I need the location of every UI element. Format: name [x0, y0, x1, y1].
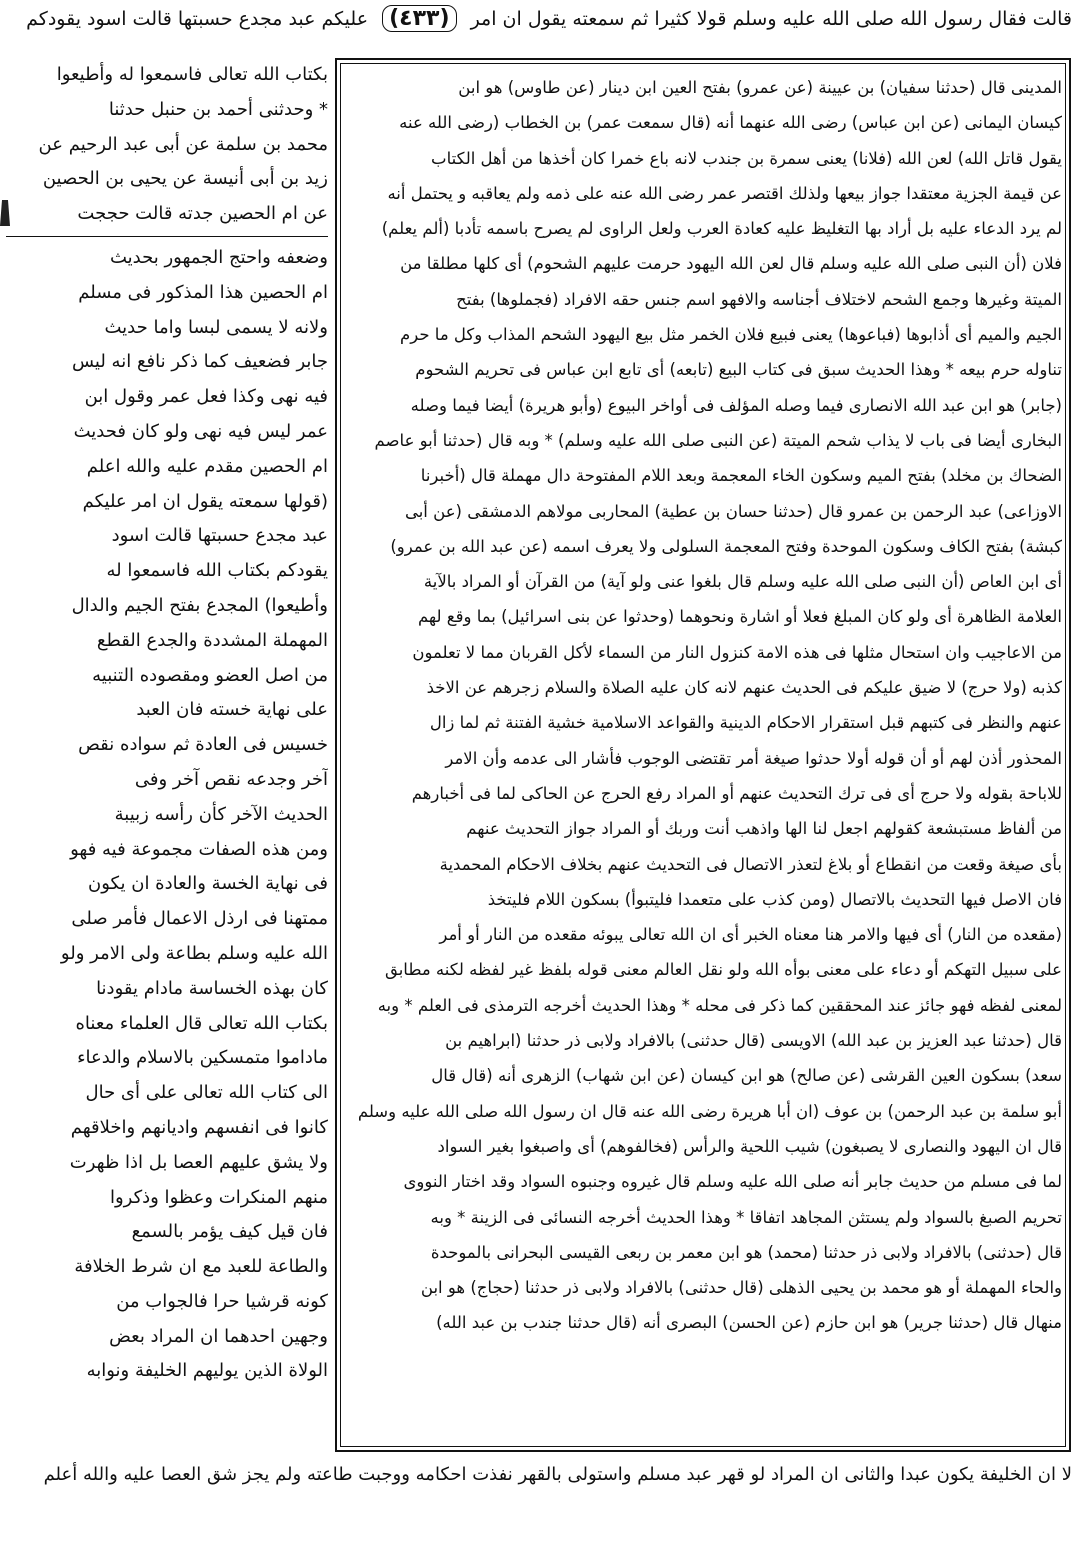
page-number: (٤٣٣)	[382, 5, 456, 32]
side-text-line: آخر وجدعه نقص آخر وفى	[134, 768, 328, 790]
side-text-line: ماداموا متمسكين بالاسلام والدعاء	[77, 1047, 328, 1069]
side-text-line: وجهين احدهما ان المراد بعض	[109, 1325, 328, 1347]
side-text-line: الولاة الذين يوليهم الخليفة ونوابه	[86, 1360, 328, 1382]
side-text-line: ومن هذه الصفات مجموعة فيه فهو	[70, 838, 328, 860]
side-text-line: فيه نهى وكذا فعل عمر وقول ابن	[84, 386, 328, 408]
side-text-line: الله عليه وسلم بطاعة ولى الامر ولو	[60, 942, 328, 964]
side-text-line: ام الحصين مقدم عليه والله اعلم	[86, 455, 328, 477]
main-text-line: (مقعده من النار) أى فيها والامر هنا معناه الخبر أى ان الله تعالى يبوئه مقعده من النار أو أمر	[439, 925, 1062, 945]
side-text-line: فان قيل كيف يؤمر بالسمع	[131, 1221, 328, 1243]
main-text-line: من ألفاظ مستبشعة كقولهم اجعل لنا الها واذهب أنت وربك أو المراد جواز التحديث عنهم	[466, 819, 1062, 839]
main-text-line: الضحاك بن مخلد) بفتح الميم وسكون الخاء المعجمة وبعد اللام المفتوحة دال مهملة قال (أخبرنا	[420, 466, 1062, 486]
main-text-line: تحريم الصبغ بالسواد ولم يستثن المجاهد اتفاقا * وهذا الحديث أخرجه النسائى فى الزينة * وبه	[430, 1207, 1062, 1227]
side-text-line: ام الحصين هذا المذكور فى مسلم	[78, 281, 328, 303]
main-text-line: (جابر) هو ابن عبد الله الانصارى فيما وصله المؤلف فى أواخر البيوع (وأبو هريرة) أيضا فيما وصله	[410, 395, 1062, 415]
side-text-line: عن ام الحصين جدته قالت حججت	[77, 203, 328, 225]
main-text-line: الاوزاعى) عبد الرحمن بن عمرو قال (حدثنا حسان بن عطية) المحاربى مولاهم الدمشقى (عن أبى	[404, 501, 1062, 521]
side-text-line: كان بهذه الخساسة مادام يقودنا	[96, 977, 328, 999]
header-text-left: عليكم عبد مجدع حسبتها قالت اسود يقودكم	[26, 8, 369, 30]
side-text-line: يقودكم بكتاب الله فاسمعوا له	[106, 560, 328, 582]
main-text-line: المدينى قال (حدثنا سفيان) بن عيينة (عن عمرو) بفتح العين ابن دينار (عن طاوس) هو ابن	[458, 78, 1062, 97]
main-text-line: عن قيمة الجزية معتقدا جواز بيعها ولذلك اقتصر عمر رضى الله عنه على ذمه ولم يعاقبه و يحتمل أنه	[387, 183, 1062, 203]
main-text-line: كيسان اليمانى (عن ابن عباس) رضى الله عنهما أنه (قال سمعت عمر) بن الخطاب (رضى الله عنه	[399, 113, 1062, 133]
side-text-line: * وحدثنى أحمد بن حنبل حدثنا	[108, 98, 328, 120]
side-text-line: منهم المنكرات وعظوا وذكروا	[109, 1186, 328, 1208]
main-text-line: تناوله حرم بيعه * وهذا الحديث سبق فى كتاب البيع (تابعه) أى تابع ابن عباس فى تحريم الشحوم	[415, 360, 1062, 380]
side-top-section	[6, 58, 328, 232]
main-text-line: سعد) بسكون العين القرشى (عن صالح) هو ابن كيسان (عن ابن شهاب) الزهرى أنه (قال قال	[431, 1066, 1062, 1086]
main-text-line: لم يرد الدعاء عليه بل أراد بها التغليظ عليه كعادة العرب ولعل الراوى لم يصرح باسمه تأدبا (ألم يعلم)	[381, 219, 1062, 239]
main-text-line: العلامة الظاهرة أى ولو كان المبلغ فعلا أو اشارة ونحوهما (وحدثوا عن بنى اسرائيل) بما وقع لهم	[417, 607, 1062, 627]
side-text-line: الى كتاب الله تعالى على أى حال	[85, 1082, 328, 1104]
main-text-line: البخارى أيضا فى باب لا يذاب شحم الميتة (عن النبى صلى الله عليه وسلم) * وبه قال (حدثنا أبو عاصم	[374, 430, 1062, 450]
side-text-line: بكتاب الله تعالى قال العلماء معناه	[75, 1012, 328, 1034]
page-footer: لا ان الخليفة يكون عبدا والثانى ان المراد لو قهر عبد مسلم واستولى بالقهر نفذت احكامه ووجبت طاعته ولم يجز شق العصا عليه والله أعلم	[43, 1464, 1072, 1485]
side-text-line: جابر فضعيف كما ذكر نافع انه ليس	[71, 351, 328, 373]
main-text-line: قال (حدثنى) بالافراد ولابى ذر حدثنا (محمد) هو ابن معمر بن ربعى القيسى البحرانى بالموحدة	[430, 1242, 1062, 1262]
main-text-line: عنهم والنظر فى كتبهم قبل استقرار الاحكام الدينية والقواعد الاسلامية خشية الفتنة ثم لما زال	[429, 713, 1062, 733]
side-text-line: زيد بن أبى أنيسة عن يحيى بن الحصين	[42, 168, 328, 190]
side-text-line: من اصل العضو ومقصوده التنبيه	[92, 664, 328, 686]
side-text-line: المهملة المشددة والجدع القطع	[96, 629, 328, 651]
side-text-line: فى نهاية الخسة والعادة ان يكون	[88, 873, 328, 895]
main-text-line: الجيم والميم أى أذابوها (فباعوها) يعنى فبيع فلان الخمر مثل بيع اليهود الشحم المذاب وكل ما حرم	[400, 325, 1062, 345]
main-text-line: من الاعاجيب وان استحال مثلها فى هذه الامة كنزول النار من السماء لأكل القربان مما لا تعلمون	[412, 642, 1062, 662]
side-text-line: عبد مجدع حسبتها قالت اسود	[111, 525, 328, 547]
main-text-line: أى ابن العاص (أن النبى صلى الله عليه وسلم قال بلغوا عنى ولو آية) من القرآن أو المراد بالآية	[423, 572, 1062, 592]
main-text-line: قال ان اليهود والنصارى لا يصبغون) شيب اللحية والرأس (فخالفوهم) أى واصبغوا بغير السواد	[437, 1136, 1062, 1156]
side-text-line: ممتهنا فى ارذل الاعمال فأمر صلى	[71, 908, 328, 930]
side-text-line: بكتاب الله تعالى فاسمعوا له وأطيعوا	[56, 64, 328, 85]
main-text-line: يقول قاتل الله) لعن الله (فلانا) يعنى سمرة بن جندب لانه باع خمرا كان أخذها من أهل الكتاب	[431, 148, 1062, 168]
main-text-line: بأى صيغة وقعت من انقطاع أو بلاغ لتعذر الاتصال فى التحديث عنهم بخلاف الاحكام المحمدية	[439, 854, 1062, 874]
side-text-line: كونه قرشيا حرا فالجواب من	[116, 1290, 328, 1312]
side-text-line: عمر ليس فيه نهى ولو كان فحديث	[73, 420, 328, 442]
side-text-line: ولانه لا يسمى لبسا واما حديث	[104, 316, 328, 338]
page-header	[6, 0, 1072, 56]
main-text-line: المحذور أذن لهم أو أن قوله أولا حدثوا صيغة أمر تقتضى الوجوب فأشار الى عدمه وأن الامر	[445, 748, 1062, 768]
side-text-line: (قولها سمعته يقول ان امر عليكم	[82, 490, 328, 512]
side-text-line: ولا يشق عليهم العصا بل اذا ظهرت	[69, 1151, 328, 1173]
main-text-line: الميتة وغيرها وجمع الشحم لاختلاف أجناسه والافهو اسم جنس حقه الافراد (فجملوها) بفتح	[456, 289, 1062, 309]
main-text-line: فان الاصل فيها التحديث بالاتصال (ومن كذب على متعمدا فليتبوأ) بسكون اللام فليتخذ	[487, 889, 1062, 909]
main-text-line: كذبه (ولا حرج) لا ضيق عليكم فى الحديث عنهم لانه كان عليه الصلاة والسلام زجرهم عن الاخذ	[426, 678, 1062, 698]
side-text-line: وضعفه واحتج الجمهور بحديث	[109, 246, 328, 268]
main-text-line: على سبيل التهكم أو دعاء على معنى بوأه الله ولو نقل العالم معنى قوله بلفظ غير لفظه لكنه مطابق	[384, 960, 1062, 980]
side-text-line: كانوا فى انفسهم واديانهم واخلاقهم	[70, 1116, 328, 1138]
main-text-line: لمعنى لفظه فهو جائز عند المحققين كما ذكر فى محله * وهذا الحديث أخرجه الترمذى فى العلم * وبه	[377, 995, 1062, 1015]
side-divider	[6, 236, 328, 237]
main-commentary-text	[348, 70, 1062, 1446]
side-text-line: الحديث الآخر كأن رأسه زبيبة	[114, 803, 328, 825]
main-text-line: كبشة) بفتح الكاف وسكون الموحدة وفتح المعجمة السلولى ولا يعرف اسمه (عن عبد الله بن عمرو)	[390, 536, 1062, 556]
main-text-line: للاباحة بقوله ولا حرج أى فى ترك التحديث عنهم أو المراد رفع الحرج عن الحاكى لما فى أخبارهم	[411, 783, 1062, 803]
side-text-line: والطاعة للعبد مع ان شرط الخلافة	[74, 1256, 328, 1278]
main-text-line: والحاء المهملة أو هو محمد بن يحيى الذهلى (قال حدثنى) بالافراد ولابى ذر حدثنا (حجاج) هو ابن	[420, 1278, 1062, 1298]
header-text-right: قالت فقال رسول الله صلى الله عليه وسلم قولا كثيرا ثم سمعته يقول ان امر	[470, 8, 1072, 30]
side-text-line: خسيس فى العادة ثم سواده نقص	[78, 734, 328, 756]
main-text-line: قال (حدثنا عبد العزيز بن عبد الله) الاويسى (قال حدثنى) بالافراد ولابى ذر حدثنا (ابراهيم بن	[445, 1031, 1062, 1051]
side-text-line: محمد بن سلمة عن أبى عبد الرحيم عن	[38, 133, 328, 155]
side-text-line: وأطيعوا) المجدع بفتح الجيم والدال	[71, 594, 328, 616]
side-bottom-section	[6, 241, 328, 1389]
side-commentary-column	[6, 58, 328, 1452]
main-text-line: فلان (أن النبى صلى الله عليه وسلم قال لعن الله اليهود حرمت عليهم الشحوم) أى كلها مطلقا من	[400, 254, 1062, 274]
main-text-line: لما فى مسلم من حديث جابر أنه صلى الله عليه وسلم قال غيروه وجنبوه السواد وقد اختار النووى	[403, 1172, 1062, 1192]
main-text-line: أبو سلمة بن عبد الرحمن) بن عوف (ان أبا هريرة رضى الله عنه قال ان رسول الله صلى الله عليه وسلم	[357, 1101, 1062, 1121]
main-text-line: منهال قال (حدثنا جرير) هو ابن حازم (عن الحسن) البصرى أنه (قال حدثنا جندب بن عبد الله)	[436, 1313, 1062, 1333]
side-text-line: على نهاية خسته فان العبد	[136, 699, 328, 721]
